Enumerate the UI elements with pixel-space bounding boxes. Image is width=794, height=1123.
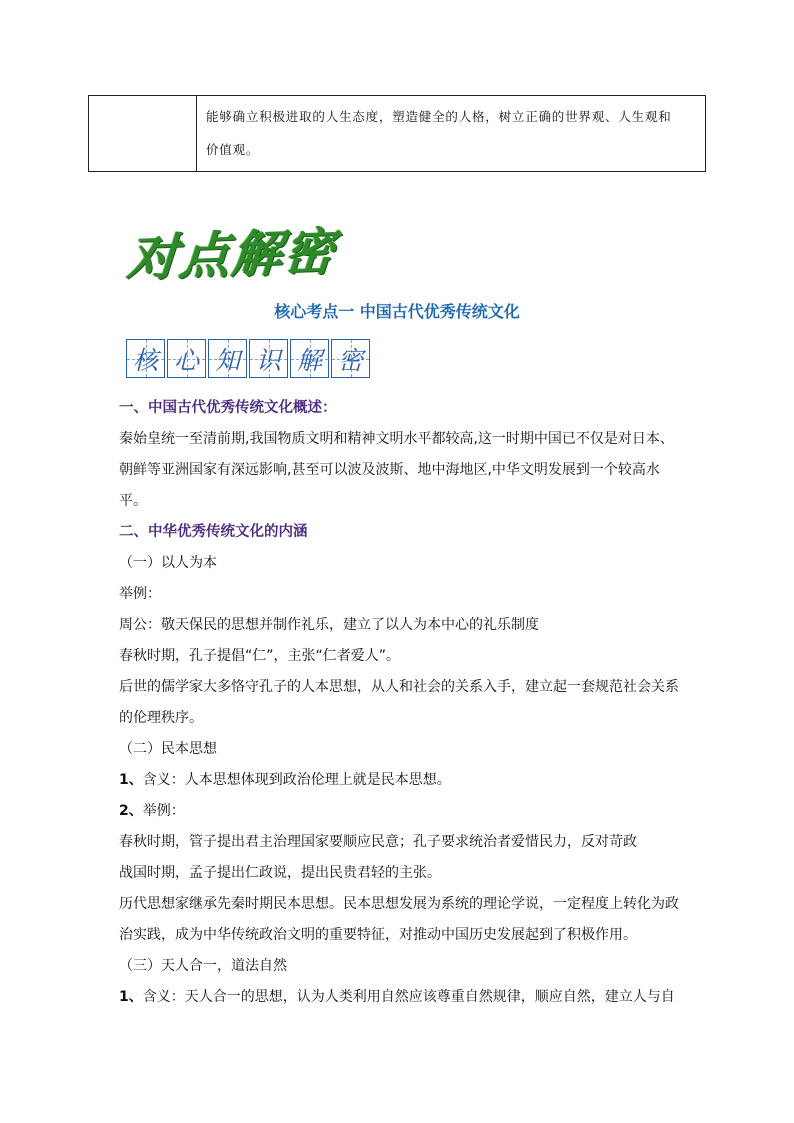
- subheading: （一）以人为本: [119, 555, 217, 571]
- paragraph-line: 春秋时期，管子提出君主治理国家要顺应民意；孔子要求统治者爱惜民力，反对苛政: [119, 834, 637, 850]
- list-number: 2、: [119, 803, 143, 819]
- table-right-cell: [197, 96, 705, 171]
- heading-overview: 一、中国古代优秀传统文化概述：: [119, 400, 337, 416]
- subheading: （三）天人合一，道法自然: [119, 958, 287, 974]
- knowledge-char-box: 心: [167, 339, 206, 378]
- paragraph-line: 朝鲜等亚洲国家有深远影响,甚至可以波及波斯、地中海地区,中华文明发展到一个较高水: [119, 462, 660, 478]
- list-text: 含义：人本思想体现到政治伦理上就是民本思想。: [142, 772, 451, 788]
- paragraph-line: 举例：: [119, 586, 161, 602]
- paragraph-line: 的伦理秩序。: [119, 710, 203, 726]
- list-number: 1、: [119, 989, 143, 1005]
- table-text-line: 能够确立积极进取的人生态度，塑造健全的人格，树立正确的世界观、人生观和: [206, 109, 672, 124]
- list-item: [119, 982, 689, 1013]
- paragraph-line: 周公：敬天保民的思想并制作礼乐，建立了以人为本中心的礼乐制度: [119, 617, 539, 633]
- section-title: 核心考点一 中国古代优秀传统文化: [274, 302, 520, 321]
- table-text-line: 价值观。: [206, 142, 260, 157]
- knowledge-char-box: 识: [249, 339, 288, 378]
- subheading: （二）民本思想: [119, 741, 217, 757]
- list-item: [119, 796, 689, 827]
- knowledge-banner: [126, 339, 370, 378]
- list-number: 1、: [119, 772, 143, 788]
- paragraph-line: 历代思想家继承先秦时期民本思想。民本思想发展为系统的理论学说，一定程度上转化为政: [119, 896, 679, 912]
- knowledge-char-box: 密: [331, 339, 370, 378]
- list-text: 举例：: [142, 803, 185, 819]
- paragraph-line: 后世的儒学家大多恪守孔子的人本思想，从人和社会的关系入手，建立起一套规范社会关系: [119, 679, 679, 695]
- list-item: [119, 765, 689, 796]
- heading-connotation: 二、中华优秀传统文化的内涵: [119, 524, 308, 540]
- paragraph-line: 秦始皇统一至清前期,我国物质文明和精神文明水平都较高,这一时期中国已不仅是对日本、: [119, 431, 674, 447]
- knowledge-char-box: 核: [126, 339, 165, 378]
- list-text: 含义：天人合一的思想，认为人类利用自然应该尊重自然规律，顺应自然，建立人与自: [142, 989, 675, 1005]
- banner-title: 对点解密: [125, 222, 339, 288]
- paragraph-line: 春秋时期，孔子提倡“仁”，主张“仁者爱人”。: [119, 648, 401, 664]
- paragraph-line: 平。: [119, 493, 147, 509]
- knowledge-char-box: 解: [290, 339, 329, 378]
- objective-table: [88, 95, 706, 172]
- knowledge-char-box: 知: [208, 339, 247, 378]
- table-left-cell: [89, 96, 197, 171]
- document-body: [119, 393, 689, 1013]
- paragraph-line: 战国时期，孟子提出仁政说，提出民贵君轻的主张。: [119, 865, 441, 881]
- paragraph-line: 治实践，成为中华传统政治文明的重要特征，对推动中国历史发展起到了积极作用。: [119, 927, 637, 943]
